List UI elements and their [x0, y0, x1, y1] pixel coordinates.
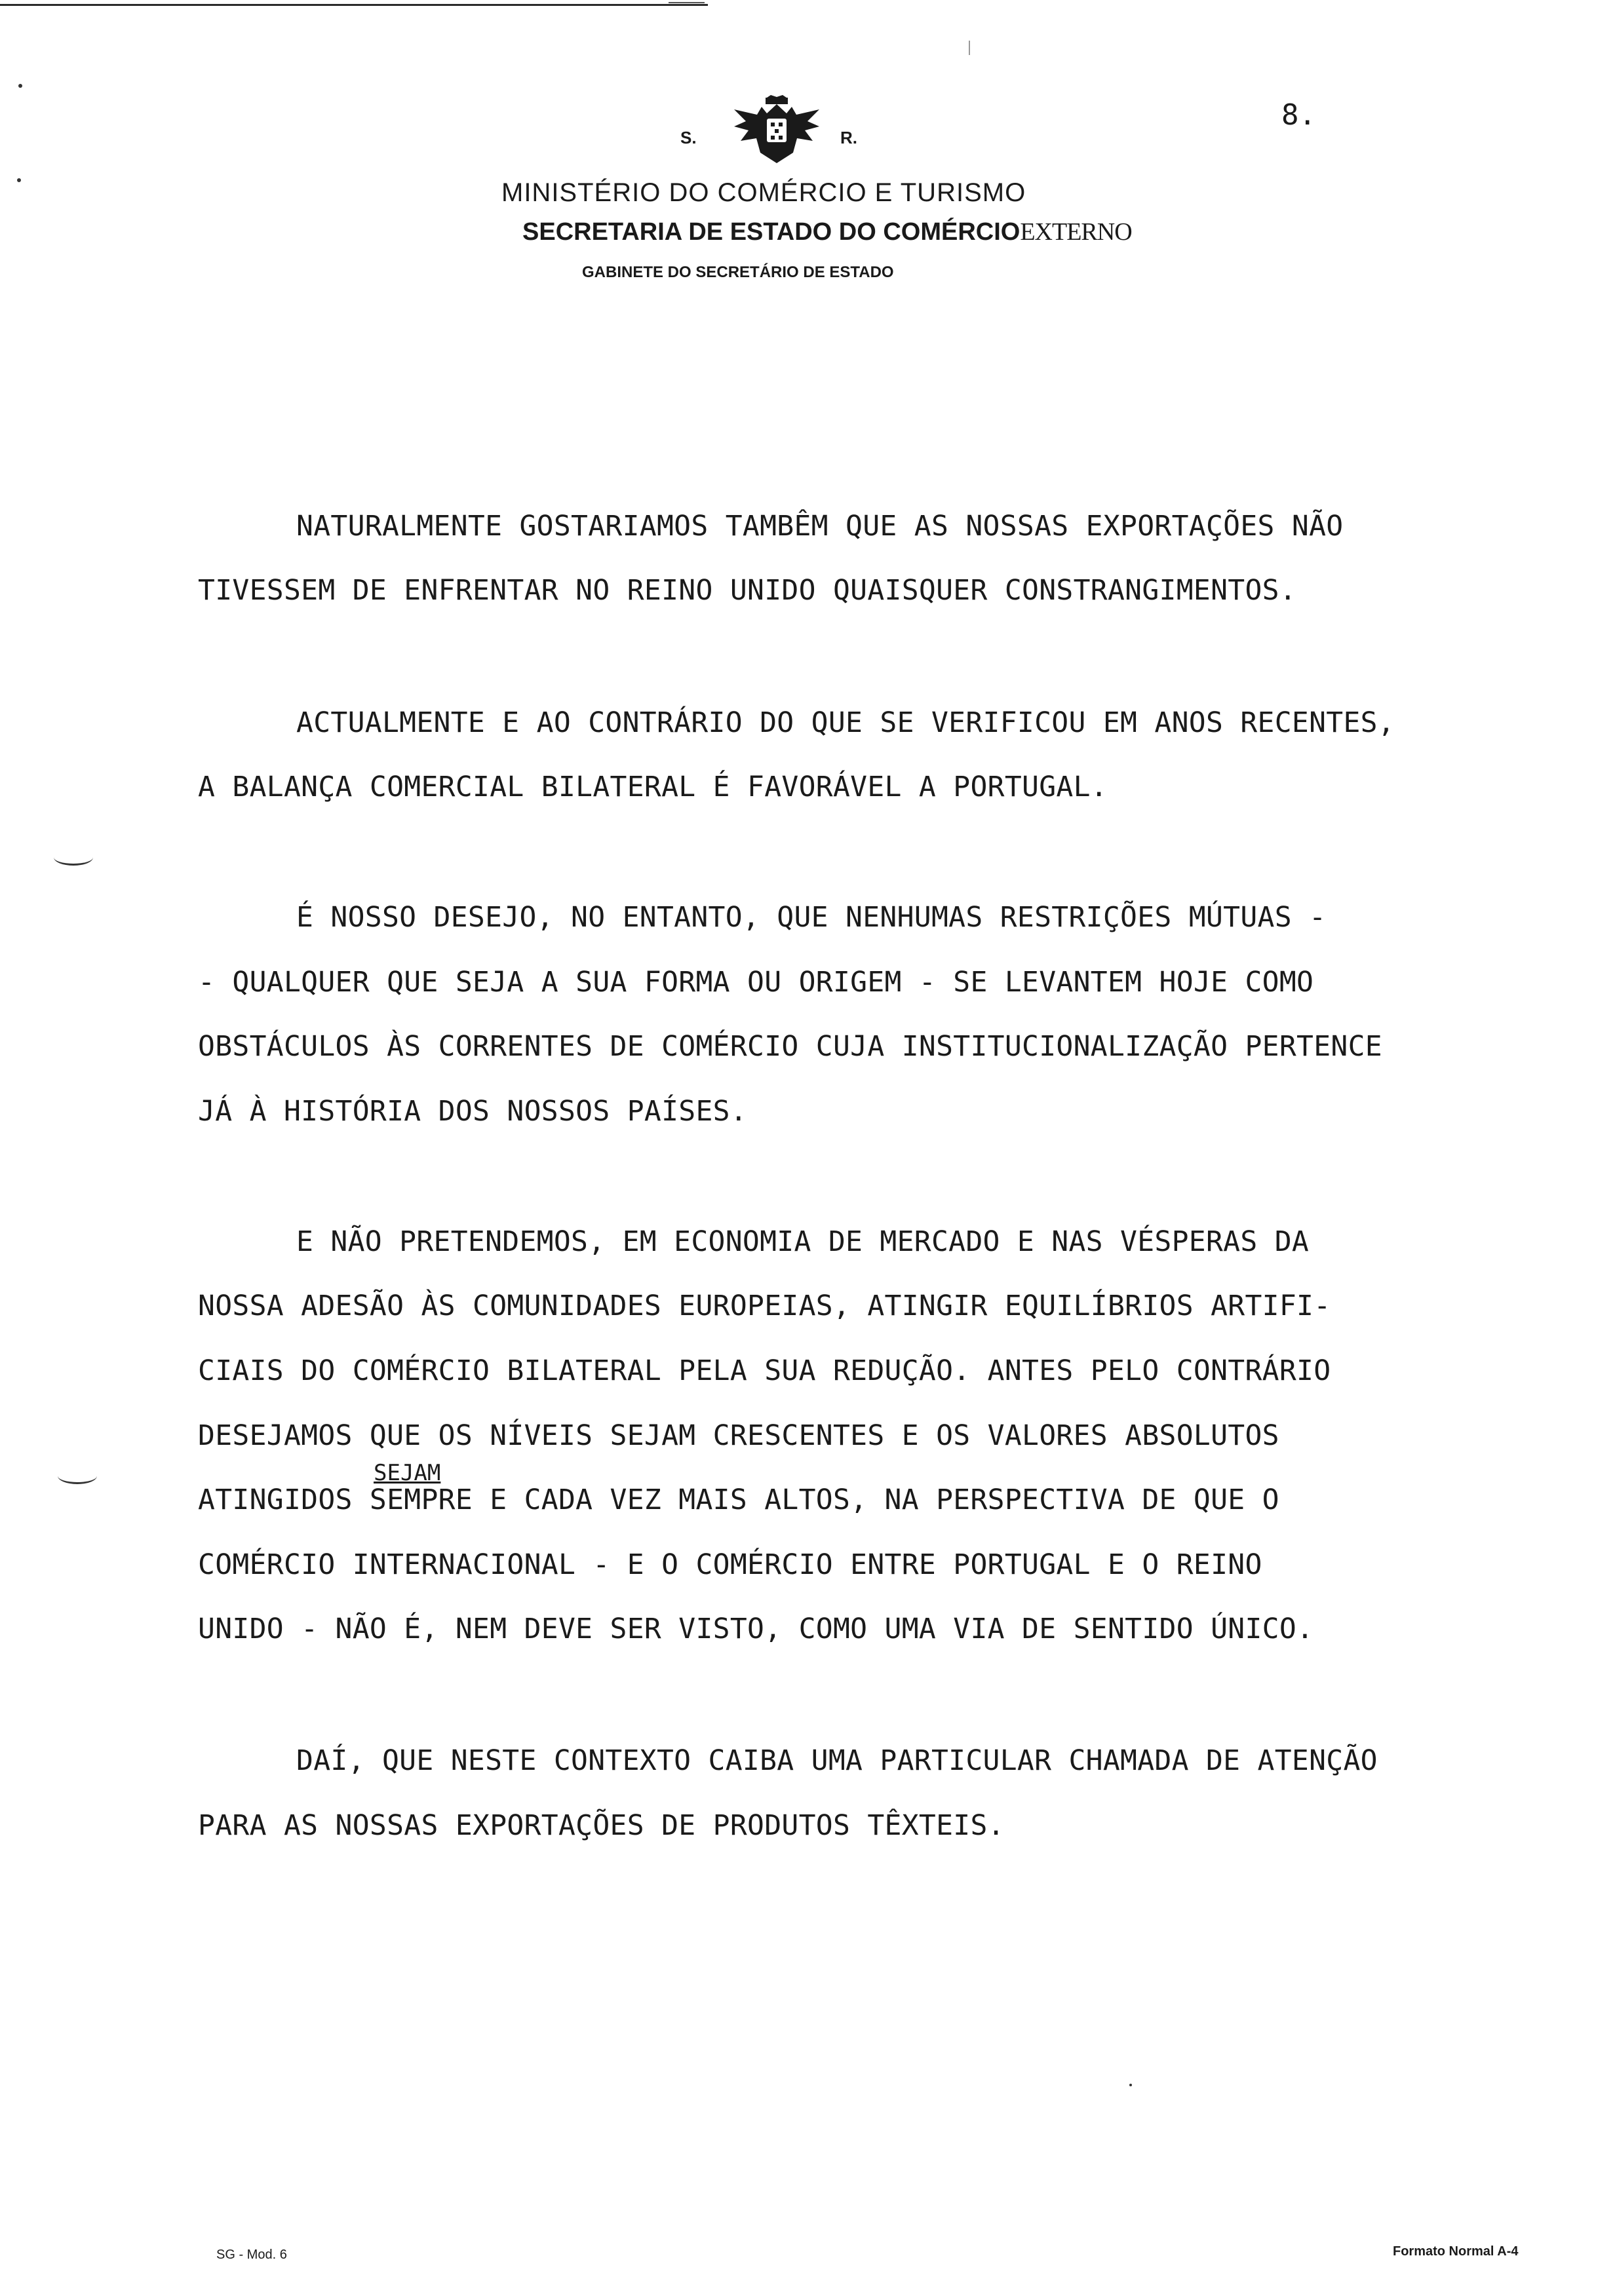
body-line: E NÃO PRETENDEMOS, EM ECONOMIA DE MERCADO E NAS VÉSPERAS DA — [296, 1225, 1310, 1258]
handwritten-insertion: SEJAM — [374, 1460, 441, 1486]
body-line: NOSSA ADESÃO ÀS COMUNIDADES EUROPEIAS, ATINGIR EQUILÍBRIOS ARTIFI- — [198, 1290, 1331, 1322]
punch-hole-mark — [58, 1468, 97, 1484]
body-line: NATURALMENTE GOSTARIAMOS TAMBÊM QUE AS NOSSAS EXPORTAÇÕES NÃO — [296, 510, 1344, 543]
body-line: PARA AS NOSSAS EXPORTAÇÕES DE PRODUTOS TÊXTEIS. — [198, 1809, 1005, 1842]
body-line: DAÍ, QUE NESTE CONTEXTO CAIBA UMA PARTICULAR CHAMADA DE ATENÇÃO — [296, 1744, 1378, 1777]
body-line: ATINGIDOS SEMPRE E CADA VEZ MAIS ALTOS, NA PERSPECTIVA DE QUE O — [198, 1483, 1279, 1516]
top-scan-rule-fragment — [669, 2, 705, 3]
body-line: É NOSSO DESEJO, NO ENTANTO, QUE NENHUMAS RESTRIÇÕES MÚTUAS - — [296, 901, 1327, 934]
body-line: COMÉRCIO INTERNACIONAL - E O COMÉRCIO ENTRE PORTUGAL E O REINO — [198, 1548, 1262, 1581]
form-code: SG - Mod. 6 — [216, 2248, 287, 2262]
scan-dot — [18, 84, 22, 88]
letterhead-secretaria-suffix: EXTERNO — [1020, 218, 1132, 246]
letterhead-gabinete: GABINETE DO SECRETÁRIO DE ESTADO — [582, 263, 894, 281]
letterhead-secretaria — [522, 218, 1132, 246]
crest-letter-right: R. — [840, 128, 857, 147]
scan-dot — [17, 178, 21, 182]
body-line: CIAIS DO COMÉRCIO BILATERAL PELA SUA REDUÇÃO. ANTES PELO CONTRÁRIO — [198, 1354, 1331, 1387]
letterhead-crest — [655, 95, 905, 167]
punch-hole-mark — [54, 849, 93, 866]
body-line: TIVESSEM DE ENFRENTAR NO REINO UNIDO QUAISQUER CONSTRANGIMENTOS. — [198, 574, 1297, 607]
body-line: UNIDO - NÃO É, NEM DEVE SER VISTO, COMO UMA VIA DE SENTIDO ÚNICO. — [198, 1613, 1314, 1645]
letterhead-ministry: MINISTÉRIO DO COMÉRCIO E TURISMO — [501, 178, 1026, 207]
body-line: DESEJAMOS QUE OS NÍVEIS SEJAM CRESCENTES E OS VALORES ABSOLUTOS — [198, 1419, 1279, 1452]
body-line: JÁ À HISTÓRIA DOS NOSSOS PAÍSES. — [198, 1095, 748, 1128]
body-line: A BALANÇA COMERCIAL BILATERAL É FAVORÁVEL A PORTUGAL. — [198, 771, 1108, 803]
body-line: OBSTÁCULOS ÀS CORRENTES DE COMÉRCIO CUJA INSTITUCIONALIZAÇÃO PERTENCE — [198, 1030, 1382, 1063]
body-line: - QUALQUER QUE SEJA A SUA FORMA OU ORIGEM - SE LEVANTEM HOJE COMO — [198, 966, 1314, 999]
paper-format: Formato Normal A-4 — [1393, 2244, 1519, 2259]
coat-of-arms-icon — [728, 95, 826, 167]
crest-letter-left: S. — [680, 128, 697, 147]
letterhead-secretaria-main: SECRETARIA DE ESTADO DO COMÉRCIO — [522, 218, 1021, 246]
scan-tick — [969, 41, 970, 55]
page-number: 8. — [1281, 98, 1316, 132]
top-scan-rule — [0, 4, 708, 6]
scan-dot — [1129, 2084, 1132, 2086]
body-line: ACTUALMENTE E AO CONTRÁRIO DO QUE SE VERIFICOU EM ANOS RECENTES, — [296, 706, 1395, 739]
